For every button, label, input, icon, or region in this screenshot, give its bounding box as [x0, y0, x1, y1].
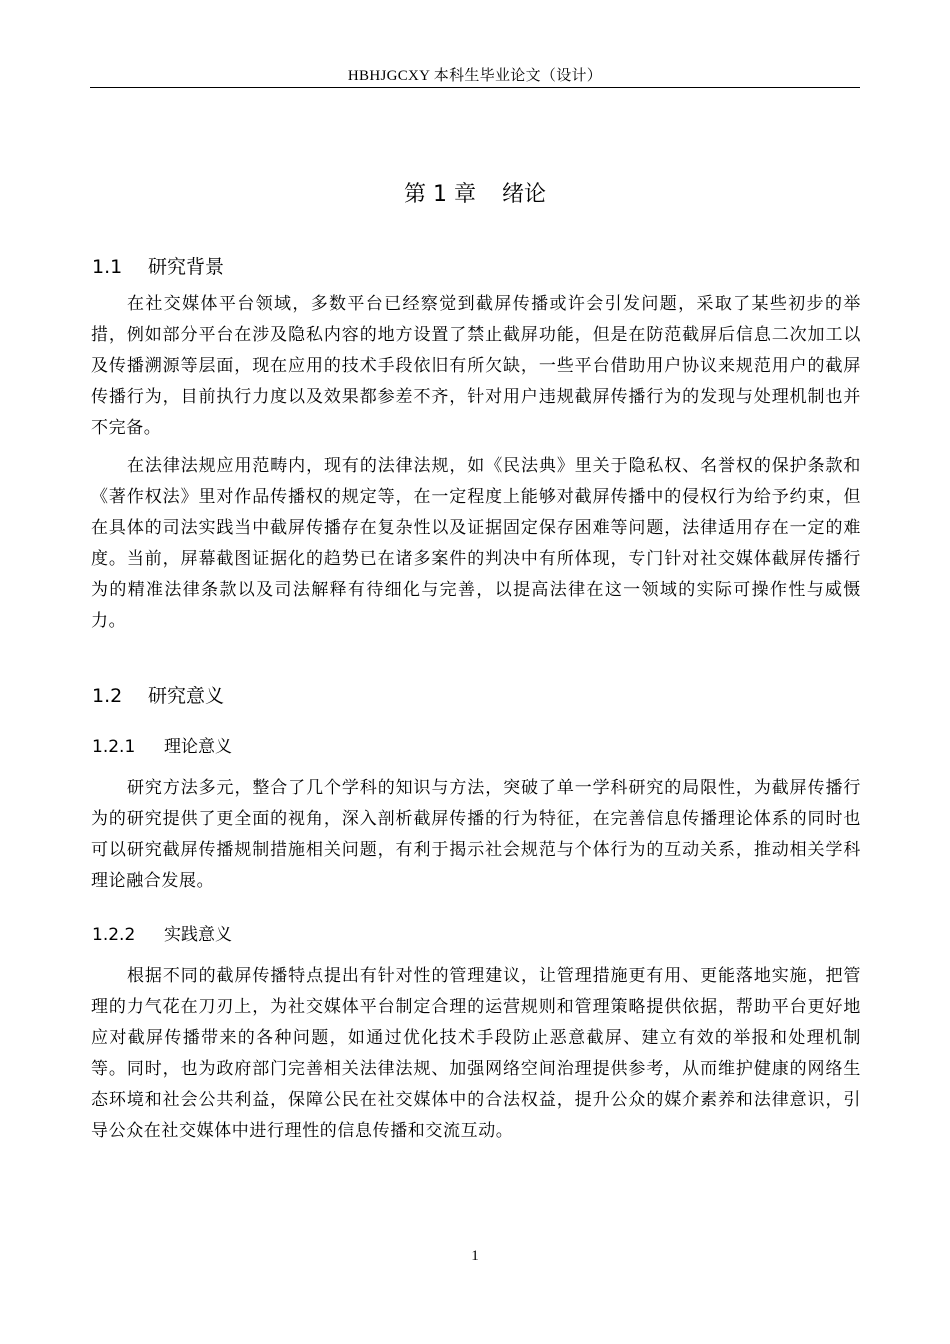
- paragraph-background-2: 在法律法规应用范畴内，现有的法律法规，如《民法典》里关于隐私权、名誉权的保护条款和《著作权法》里对作品传播权的规定等，在一定程度上能够对截屏传播中的侵权行为给予约束，但在具体的司法实践当中截屏传播存在复杂性以及证据固定保存困难等问题，法律适用存在一定的难度。当前，屏幕截图证据化的趋势已在诸多案件的判决中有所体现，专门针对社交媒体截屏传播行为的精准法律条款以及司法解释有待细化与完善，以提高法律在这一领域的实际可操作性与威慑力。: [91, 456, 861, 631]
- chapter-name: 绪论: [501, 182, 546, 207]
- subsection-title: 实践意义: [164, 925, 232, 945]
- running-header: HBHJGCXY 本科生毕业论文（设计）: [347, 68, 603, 84]
- subsection-number: 1.2.1: [92, 737, 136, 757]
- subsection-number: 1.2.2: [92, 925, 136, 945]
- page-number: 1: [471, 1248, 479, 1264]
- section-title: 研究背景: [148, 256, 225, 278]
- chapter-title: [90, 178, 860, 212]
- section-heading-1-2: [92, 682, 224, 710]
- section-number: 1.1: [92, 256, 123, 278]
- subsection-heading-1-2-2: [92, 922, 232, 948]
- subsection-title: 理论意义: [164, 737, 232, 757]
- paragraph-practice: 根据不同的截屏传播特点提出有针对性的管理建议，让管理措施更有用、更能落地实施，把管理的力气花在刀刃上，为社交媒体平台制定合理的运营规则和管理策略提供依据，帮助平台更好地应对截屏传播带来的各种问题，如通过优化技术手段防止恶意截屏、建立有效的举报和处理机制等。同时，也为政府部门完善相关法律法规、加强网络空间治理提供参考，从而维护健康的网络生态环境和社会公共利益，保障公民在社交媒体中的合法权益，提升公众的媒介素养和法律意识，引导公众在社交媒体中进行理性的信息传播和交流互动。: [91, 966, 861, 1141]
- section-number: 1.2: [92, 685, 123, 707]
- header-divider: [90, 87, 860, 88]
- chapter-number: 第 1 章: [404, 182, 476, 207]
- section-heading-1-1: [92, 253, 224, 281]
- subsection-heading-1-2-1: [92, 734, 232, 760]
- section-title: 研究意义: [148, 685, 225, 707]
- paragraph-background-1: 在社交媒体平台领域，多数平台已经察觉到截屏传播或许会引发问题，采取了某些初步的举措，例如部分平台在涉及隐私内容的地方设置了禁止截屏功能，但是在防范截屏后信息二次加工以及传播溯源等层面，现在应用的技术手段依旧有所欠缺，一些平台借助用户协议来规范用户的截屏传播行为，目前执行力度以及效果都参差不齐，针对用户违规截屏传播行为的发现与处理机制也并不完备。: [91, 294, 861, 438]
- paragraph-theory: 研究方法多元，整合了几个学科的知识与方法，突破了单一学科研究的局限性，为截屏传播行为的研究提供了更全面的视角，深入剖析截屏传播的行为特征，在完善信息传播理论体系的同时也可以研究截屏传播规制措施相关问题，有利于揭示社会规范与个体行为的互动关系，推动相关学科理论融合发展。: [91, 778, 861, 891]
